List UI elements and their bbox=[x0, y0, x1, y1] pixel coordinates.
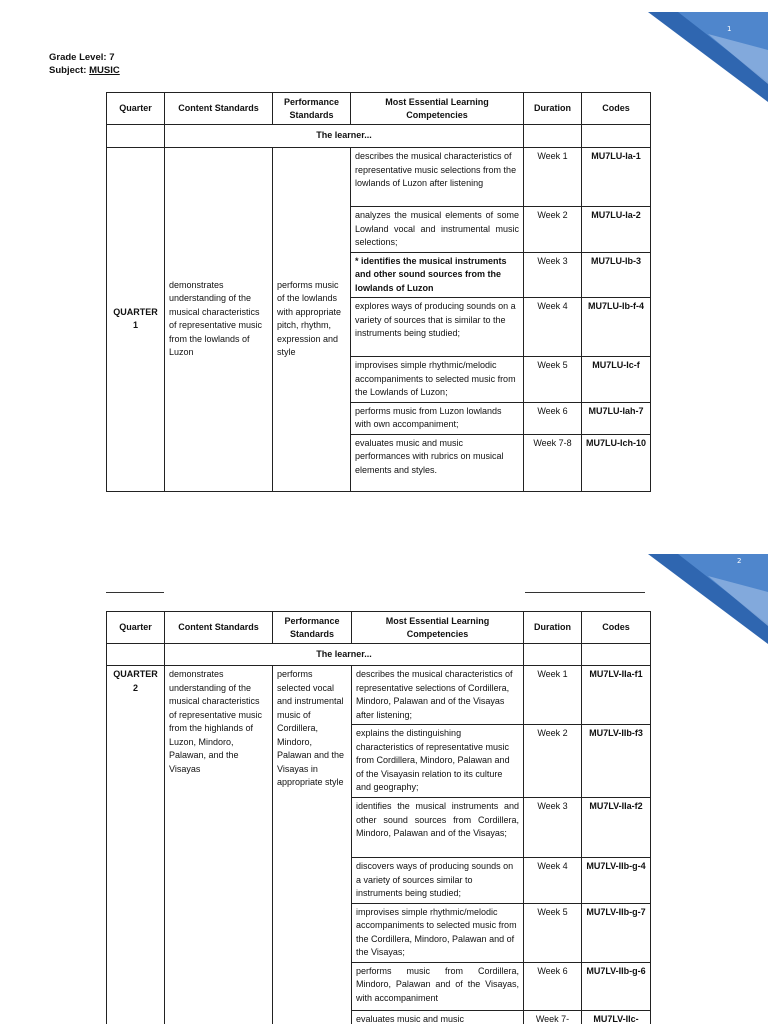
performance-standard: performs music of the lowlands with appropriate pitch, rhythm, expression and style bbox=[273, 148, 351, 492]
code: MU7LU-Ib-f-4 bbox=[582, 298, 651, 357]
competency: performs music from Luzon lowlands with own accompaniment; bbox=[351, 402, 524, 434]
competency: describes the musical characteristics of representative music selections from the lowlands of Luzon after listening bbox=[351, 148, 524, 207]
performance-standard: performs selected vocal and instrumental music of Cordillera, Mindoro, Palawan and the Visayas in appropriate style bbox=[273, 666, 352, 1024]
code: MU7LV-IIb-g-4 bbox=[582, 858, 651, 904]
duration: Week 3 bbox=[524, 798, 582, 858]
competency: discovers ways of producing sounds on a variety of sources similar to instruments being studied; bbox=[352, 858, 524, 904]
code: MU7LU-Ich-10 bbox=[582, 434, 651, 491]
header-codes: Codes bbox=[582, 612, 651, 644]
duration: Week 1 bbox=[524, 148, 582, 207]
header-content-standards: Content Standards bbox=[165, 93, 273, 125]
curriculum-table-q1 bbox=[106, 92, 651, 492]
table-header-row bbox=[107, 93, 651, 125]
table-header-row bbox=[107, 612, 651, 644]
competency: identifies the musical instruments and other sound sources from Cordillera, Mindoro, Palawan and of the Visayas; bbox=[352, 798, 524, 858]
code: MU7LV-IIc- bbox=[582, 1010, 651, 1024]
code: MU7LU-Iah-7 bbox=[582, 402, 651, 434]
competency: evaluates music and music performances with rubrics on musical elements and styles. bbox=[351, 434, 524, 491]
header-quarter: Quarter bbox=[107, 612, 165, 644]
duration: Week 4 bbox=[524, 858, 582, 904]
competency: analyzes the musical elements of some Lowland vocal and instrumental music selections; bbox=[351, 207, 524, 253]
duration: Week 2 bbox=[524, 207, 582, 253]
code: MU7LV-IIb-g-7 bbox=[582, 903, 651, 962]
content-standard: demonstrates understanding of the musical characteristics of representative music from the highlands of Luzon, Mindoro, Palawan, and the Visayas bbox=[165, 666, 273, 1024]
learner-row bbox=[107, 125, 651, 148]
code: MU7LV-IIb-g-6 bbox=[582, 962, 651, 1010]
competency: describes the musical characteristics of representative selections of Cordillera, Mindoro, Palawan and of the Visayas after listening; bbox=[352, 666, 524, 725]
competency: improvises simple rhythmic/melodic accompaniments to selected music from the Lowlands of Luzon; bbox=[351, 357, 524, 403]
signature-line-right bbox=[525, 592, 645, 593]
duration: Week 2 bbox=[524, 725, 582, 798]
header-performance-standards: Performance Standards bbox=[273, 612, 352, 644]
signature-line-left bbox=[106, 592, 164, 593]
header-content-standards: Content Standards bbox=[165, 612, 273, 644]
competency: evaluates music and music bbox=[352, 1010, 524, 1024]
header-duration: Duration bbox=[524, 93, 582, 125]
header-codes: Codes bbox=[582, 93, 651, 125]
subject: Subject: MUSIC bbox=[49, 65, 120, 76]
page-number: 1 bbox=[727, 25, 732, 33]
duration: Week 7-8 bbox=[524, 434, 582, 491]
code: MU7LU-Ib-3 bbox=[582, 252, 651, 298]
header-performance-standards: Performance Standards bbox=[273, 93, 351, 125]
duration: Week 6 bbox=[524, 962, 582, 1010]
code: MU7LU-Ia-1 bbox=[582, 148, 651, 207]
page-corner-decoration bbox=[648, 554, 768, 644]
code: MU7LU-Ic-f bbox=[582, 357, 651, 403]
quarter-label: QUARTER 1 bbox=[107, 148, 165, 492]
table-row bbox=[107, 148, 651, 207]
duration: Week 6 bbox=[524, 402, 582, 434]
competency: explains the distinguishing characteristics of representative music from Cordillera, Mindoro, Palawan and of the Visayasin relation to its culture and geography; bbox=[352, 725, 524, 798]
competency: * identifies the musical instruments and other sound sources from the lowlands of Luzon bbox=[351, 252, 524, 298]
duration: Week 4 bbox=[524, 298, 582, 357]
quarter-label: QUARTER 2 bbox=[107, 666, 165, 1024]
competency: improvises simple rhythmic/melodic accompaniments to selected music from the Cordillera, Mindoro, Palawan and of the Visayas; bbox=[352, 903, 524, 962]
learner-label: The learner... bbox=[165, 644, 524, 666]
learner-row bbox=[107, 644, 651, 666]
header-competencies: Most Essential Learning Competencies bbox=[351, 93, 524, 125]
duration: Week 5 bbox=[524, 357, 582, 403]
code: MU7LV-IIb-f3 bbox=[582, 725, 651, 798]
code: MU7LV-IIa-f2 bbox=[582, 798, 651, 858]
grade-level: Grade Level: 7 bbox=[49, 52, 115, 63]
page-number: 2 bbox=[737, 557, 742, 565]
competency: explores ways of producing sounds on a variety of sources that is similar to the instruments being studied; bbox=[351, 298, 524, 357]
duration: Week 7- bbox=[524, 1010, 582, 1024]
page-corner-decoration bbox=[648, 12, 768, 102]
header-quarter: Quarter bbox=[107, 93, 165, 125]
duration: Week 3 bbox=[524, 252, 582, 298]
document-meta bbox=[49, 51, 120, 77]
header-competencies: Most Essential Learning Competencies bbox=[352, 612, 524, 644]
content-standard: demonstrates understanding of the musical characteristics of representative music from the lowlands of Luzon bbox=[165, 148, 273, 492]
table-row bbox=[107, 666, 651, 725]
code: MU7LU-Ia-2 bbox=[582, 207, 651, 253]
learner-label: The learner... bbox=[165, 125, 524, 148]
code: MU7LV-IIa-f1 bbox=[582, 666, 651, 725]
competency: performs music from Cordillera, Mindoro, Palawan and of the Visayas, with accompaniment bbox=[352, 962, 524, 1010]
header-duration: Duration bbox=[524, 612, 582, 644]
duration: Week 5 bbox=[524, 903, 582, 962]
duration: Week 1 bbox=[524, 666, 582, 725]
curriculum-table-q2 bbox=[106, 611, 651, 1024]
